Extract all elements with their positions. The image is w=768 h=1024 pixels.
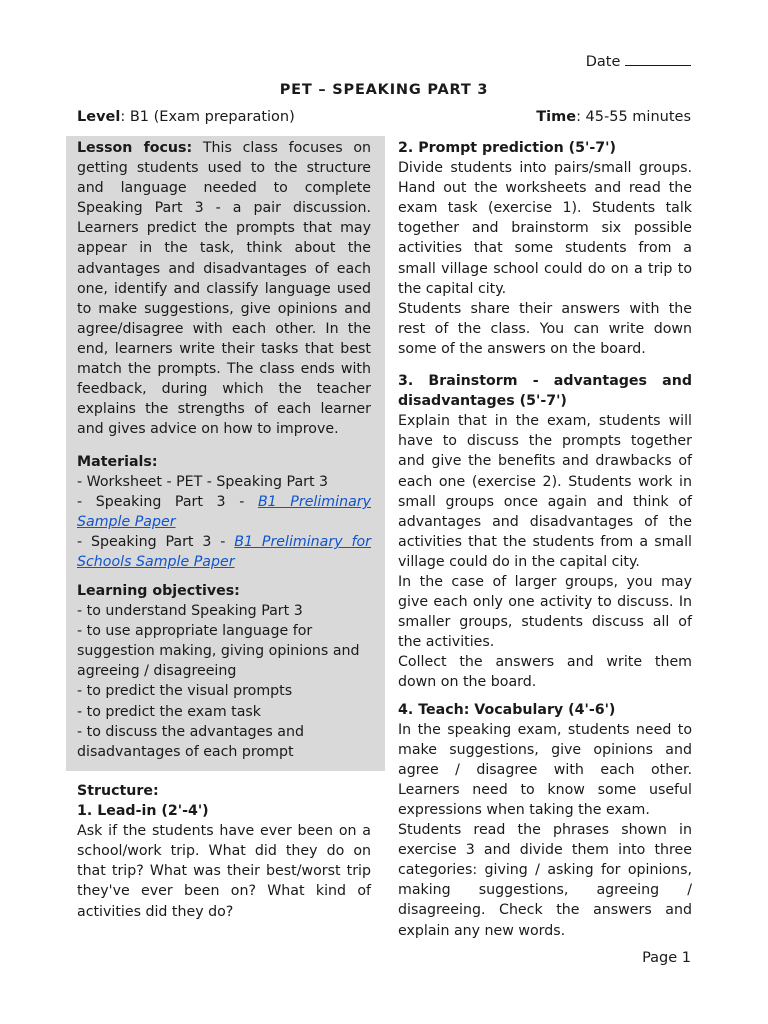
vocabulary-text: Students read the phrases shown in exercise 3 and divide them into three categories: giving / asking for opinions, making suggestions, agreeing / disagreeing. Check the answers and explain any new words. (398, 822, 692, 939)
materials-heading: Materials: (77, 454, 158, 470)
brainstorm-text: In the case of larger groups, you may give each only one activity to discuss. In smaller groups, students discuss all of the activities. (398, 573, 692, 651)
materials-item: - Speaking Part 3 - B1 Preliminary for Schools Sample Paper (77, 534, 371, 571)
sample-paper-link[interactable]: B1 Preliminary Sample Paper (77, 494, 371, 531)
page-number: Page 1 (642, 950, 691, 966)
level-label: Level (77, 109, 121, 125)
brainstorm-text: Explain that in the exam, students will have to discuss the prompts together and give the benefits and drawbacks of each one (exercise 2). Students work in small groups once again and think of advantages and disadvantages of the activities that the students from a small village could do in the capital city. (398, 413, 692, 570)
objective-item: - to discuss the advantages and disadvantages of each prompt (77, 723, 304, 760)
date-label: Date (585, 54, 621, 70)
time-label: Time (536, 109, 577, 125)
objective-item: - to predict the exam task (77, 703, 262, 720)
learning-objectives (77, 581, 371, 762)
structure-heading: Structure: (77, 783, 159, 799)
right-column (398, 138, 692, 941)
date-blank (625, 52, 691, 66)
objective-item: - to predict the visual prompts (77, 683, 293, 700)
lesson-focus-label: Lesson focus: (77, 140, 193, 156)
time-value: : 45-55 minutes (576, 109, 691, 125)
vocabulary-text: In the speaking exam, students need to make suggestions, give opinions and agree / disagree with each other. Learners need to know some useful expressions when taking the exam. (398, 721, 692, 818)
structure-section (77, 781, 371, 922)
brainstorm-text: Collect the answers and write them down on the board. (398, 654, 692, 691)
materials-item: - Speaking Part 3 - B1 Preliminary Sample Paper (77, 494, 371, 531)
lesson-focus (77, 138, 371, 439)
level-line (77, 109, 295, 125)
objectives-heading: Learning objectives: (77, 583, 240, 599)
page-title: PET – SPEAKING PART 3 (279, 82, 489, 98)
prompt-prediction-heading: 2. Prompt prediction (5'-7') (398, 140, 616, 156)
objective-item: - to understand Speaking Part 3 (77, 603, 303, 620)
objective-item: - to use appropriate language for suggestion making, giving opinions and agreeing / disagreeing (77, 623, 360, 680)
materials-section (77, 452, 371, 573)
vocabulary-heading: 4. Teach: Vocabulary (4'-6') (398, 701, 616, 718)
prompt-prediction-text: Divide students into pairs/small groups. Hand out the worksheets and read the exam task (exercise 1). Students talk together and brainstorm six possible activities that some students from a small village school could do on a trip to the capital city. (398, 160, 692, 297)
materials-item: - Worksheet - PET - Speaking Part 3 (77, 474, 329, 491)
date-field (586, 52, 691, 70)
brainstorm-heading: 3. Brainstorm - advantages and disadvantages (5'-7') (398, 373, 692, 410)
leadin-heading: 1. Lead-in (2'-4') (77, 803, 209, 820)
leadin-text: Ask if the students have ever been on a school/work trip. What did they do on that trip? What was their best/worst trip they've ever been on? What kind of activities did they do? (77, 823, 371, 920)
lesson-focus-text: This class focuses on getting students used to the structure and language needed to complete Speaking Part 3 - a pair discussion. Learners predict the prompts that may appear in the task, think about the advantages and disadvantages of each one, identify and classify language used to make suggestions, give opinions and agree/disagree with each other. In the end, learners write their tasks that best match the prompts. The class ends with feedback, during which the teacher explains the strengths of each learner and gives advice on how to improve. (77, 140, 372, 438)
time-line (536, 109, 691, 125)
prompt-prediction-text: Students share their answers with the rest of the class. You can write down some of the answers on the board. (398, 300, 692, 357)
level-value: : B1 (Exam preparation) (120, 109, 295, 125)
schools-sample-paper-link[interactable]: B1 Preliminary for Schools Sample Paper (77, 534, 371, 571)
